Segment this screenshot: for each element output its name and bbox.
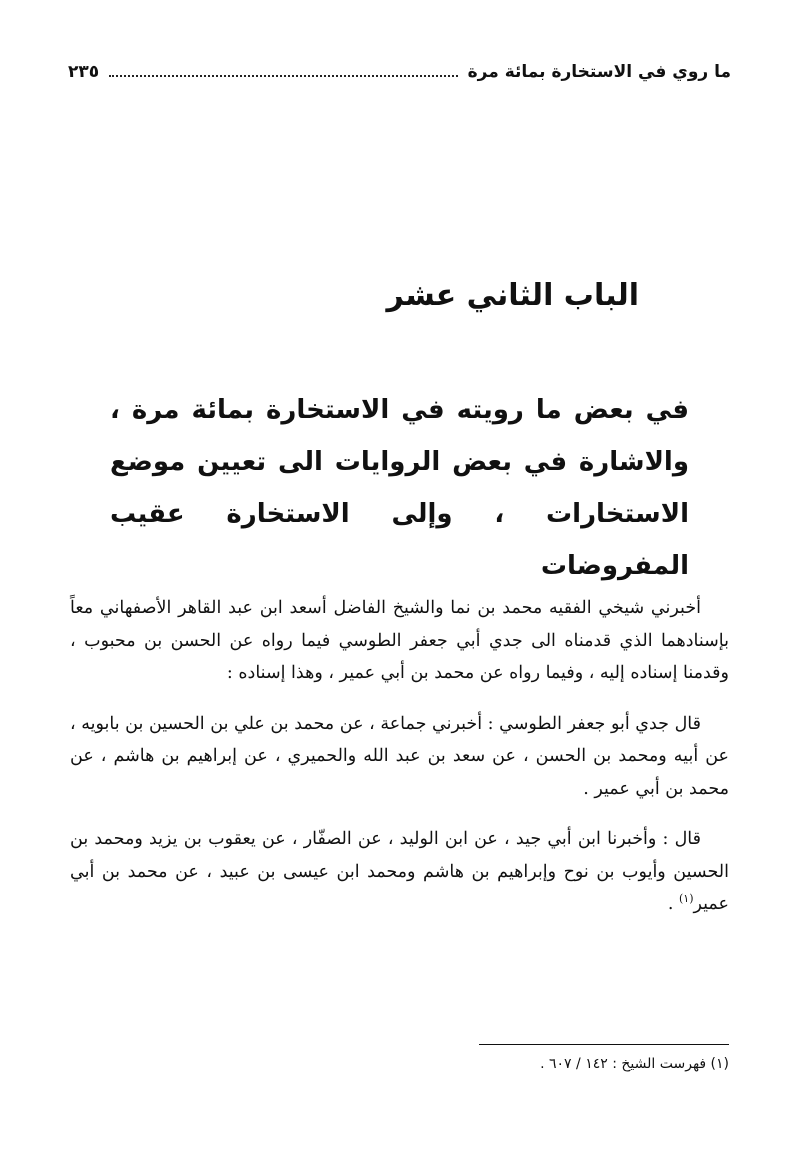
chapter-title: في بعض ما رويته في الاستخارة بمائة مرة ، والاشارة في بعض الروايات الى تعيين موضع الاستخارات ، وإلى الاستخارة عقيب المفروضات [110, 395, 689, 581]
paragraph-text: قال : وأخبرنا ابن أبي جيد ، عن ابن الوليد ، عن الصفّار ، عن يعقوب بن يزيد ومحمد بن الحسين وأيوب بن نوح وإبراهيم بن هاشم ومحمد ابن عيسى بن عبيد ، عن محمد بن أبي عمير [70, 829, 729, 914]
page-number: ٢٣٥ [68, 62, 100, 82]
paragraph-text: قال جدي أبو جعفر الطوسي : أخبرني جماعة ، عن محمد بن علي بن الحسين بن بابويه ، عن أبيه ومحمد بن الحسن ، عن سعد بن عبد الله والحميري ، عن إبراهيم بن هاشم ، عن محمد بن أبي عمير . [70, 713, 729, 799]
footnote-marker: (١) [678, 892, 694, 906]
dotted-leader [109, 75, 458, 77]
paragraph-1 [70, 592, 729, 690]
chapter-label: الباب الثاني عشر [386, 278, 639, 313]
paragraph-text: أخبرني شيخي الفقيه محمد بن نما والشيخ الفاضل أسعد ابن عبد القاهر الأصفهاني معاً بإسنادهما الذي قدمناه الى جدي أبي جعفر الطوسي فيما رواه عن الحسن بن محبوب ، وقدمنا إسناده إليه ، وفيما رواه عن محمد بن أبي عمير ، وهذا إسناده : [70, 598, 729, 683]
footnote-rule [479, 1044, 729, 1045]
paragraph-3 [70, 823, 729, 921]
footnote: (١) فهرست الشيخ : ١٤٢ / ٦٠٧ . [540, 1056, 729, 1072]
paragraph-2 [70, 708, 729, 806]
paragraph-tail: . [667, 894, 679, 914]
running-header [68, 58, 731, 86]
running-title: ما روي في الاستخارة بمائة مرة [467, 62, 731, 82]
body-text [70, 592, 729, 939]
